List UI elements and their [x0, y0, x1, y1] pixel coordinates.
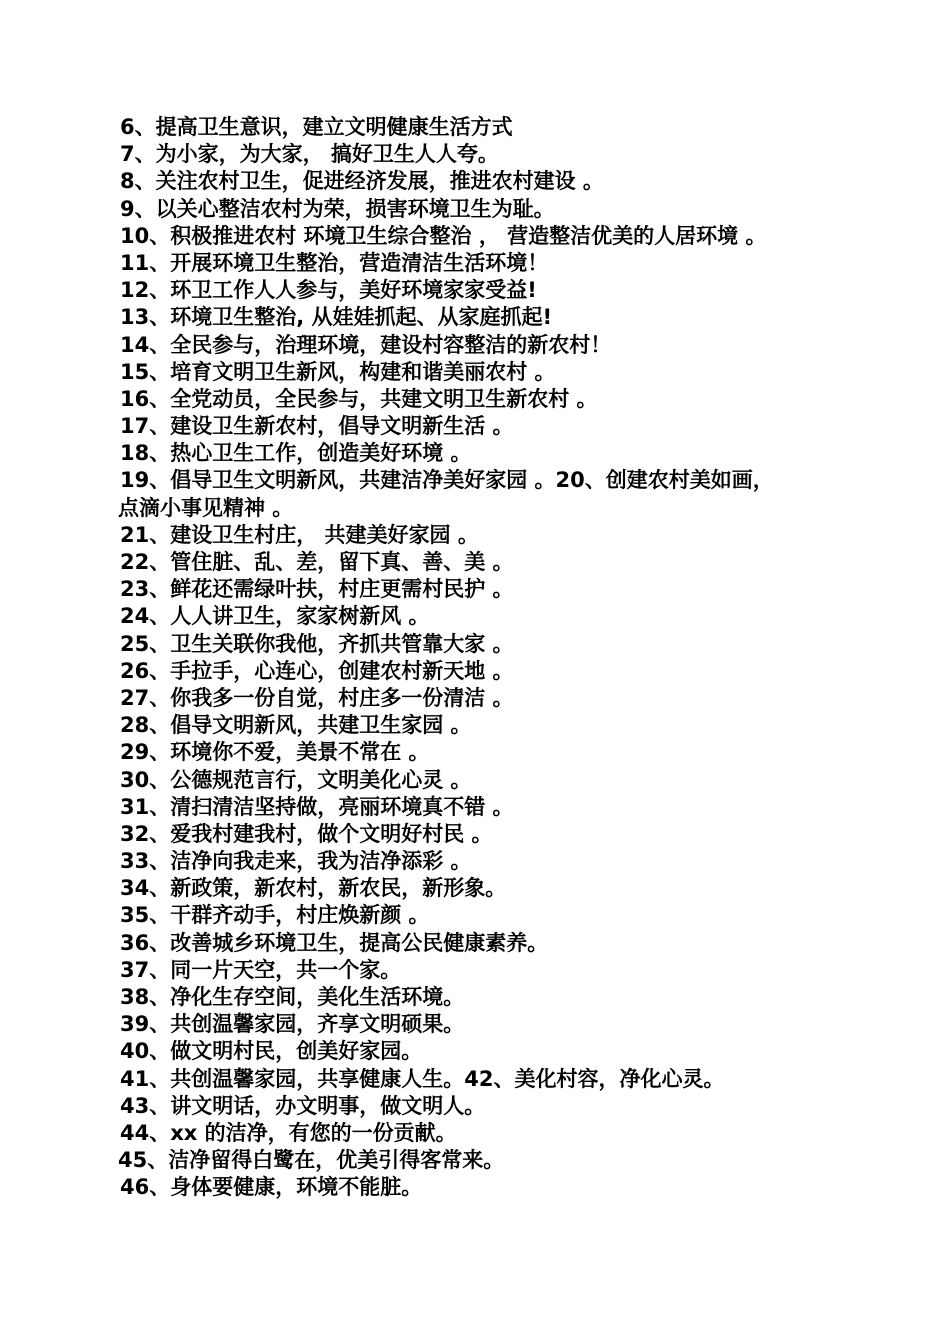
slogan-line: 28、倡导文明新风，共建卫生家园 。 — [120, 713, 472, 738]
slogan-line: 41、共创温馨家园，共享健康人生。42、美化村容，净化心灵。 — [120, 1066, 725, 1091]
slogan-line: 44、xx 的洁净，有您的一份贡献。 — [120, 1120, 457, 1145]
slogan-line: 27、你我多一份自觉，村庄多一份清洁 。 — [120, 685, 514, 710]
slogan-line: 46、身体要健康，环境不能脏。 — [120, 1175, 423, 1200]
slogan-line: 7、为小家，为大家， 搞好卫生人人夸。 — [120, 142, 499, 167]
slogan-line: 37、同一片天空，共一个家。 — [120, 957, 402, 982]
slogan-line: 15、培育文明卫生新风，构建和谐美丽农村 。 — [120, 359, 556, 384]
slogan-line: 12、环卫工作人人参与，美好环境家家受益! — [120, 278, 537, 303]
slogan-line: 16、全党动员，全民参与，共建文明卫生新农村 。 — [120, 386, 598, 411]
slogan-line: 39、共创温馨家园，齐享文明硕果。 — [120, 1012, 465, 1037]
slogan-line: 32、爱我村建我村，做个文明好村民 。 — [120, 821, 493, 846]
slogan-line: 26、手拉手，心连心，创建农村新天地 。 — [120, 658, 514, 683]
slogan-line: 33、洁净向我走来，我为洁净添彩 。 — [120, 849, 472, 874]
slogan-line: 43、讲文明话，办文明事，做文明人。 — [120, 1093, 486, 1118]
slogan-line: 29、环境你不爱，美景不常在 。 — [120, 740, 430, 765]
slogan-line: 13、环境卫生整治, 从娃娃抓起、从家庭抓起! — [120, 305, 553, 330]
slogan-line: 18、热心卫生工作，创造美好环境 。 — [120, 441, 472, 466]
slogan-line: 25、卫生关联你我他，齐抓共管靠大家 。 — [120, 631, 514, 656]
slogan-line: 10、积极推进农村 环境卫生综合整治 ， 营造整洁优美的人居环境 。 — [120, 223, 767, 248]
slogan-line: 9、以关心整洁农村为荣，损害环境卫生为耻。 — [120, 196, 555, 221]
slogan-line: 8、关注农村卫生，促进经济发展，推进农村建设 。 — [120, 169, 604, 194]
slogan-line-continuation: 点滴小事见精神 。 — [118, 495, 294, 520]
slogan-line: 23、鲜花还需绿叶扶，村庄更需村民护 。 — [120, 577, 514, 602]
slogan-line: 45、洁净留得白鹭在，优美引得客常来。 — [118, 1148, 505, 1173]
slogan-line: 36、改善城乡环境卫生，提高公民健康素养。 — [120, 930, 549, 955]
slogan-line: 24、人人讲卫生，家家树新风 。 — [120, 604, 430, 629]
slogan-line: 14、全民参与，治理环境，建设村容整洁的新农村！ — [120, 332, 612, 357]
slogan-line: 30、公德规范言行，文明美化心灵 。 — [120, 767, 472, 792]
slogan-line: 40、做文明村民，创美好家园。 — [120, 1039, 423, 1064]
slogan-line: 22、管住脏、乱、差，留下真、善、美 。 — [120, 550, 514, 574]
slogan-line: 17、建设卫生新农村，倡导文明新生活 。 — [120, 414, 514, 439]
slogan-line: 35、干群齐动手，村庄焕新颜 。 — [120, 903, 430, 928]
slogan-list — [118, 114, 878, 1202]
slogan-line: 21、建设卫生村庄， 共建美好家园 。 — [120, 522, 479, 547]
slogan-line: 11、开展环境卫生整治，营造清洁生活环境！ — [120, 250, 549, 275]
slogan-line: 19、倡导卫生文明新风，共建洁净美好家园 。20、创建农村美如画， — [120, 468, 774, 493]
slogan-line: 38、净化生存空间，美化生活环境。 — [120, 985, 465, 1009]
slogan-line: 31、清扫清洁坚持做，亮丽环境真不错 。 — [120, 794, 514, 819]
slogan-line: 6、提高卫生意识，建立文明健康生活方式 — [120, 115, 513, 139]
slogan-line: 34、新政策，新农村，新农民，新形象。 — [120, 876, 507, 901]
